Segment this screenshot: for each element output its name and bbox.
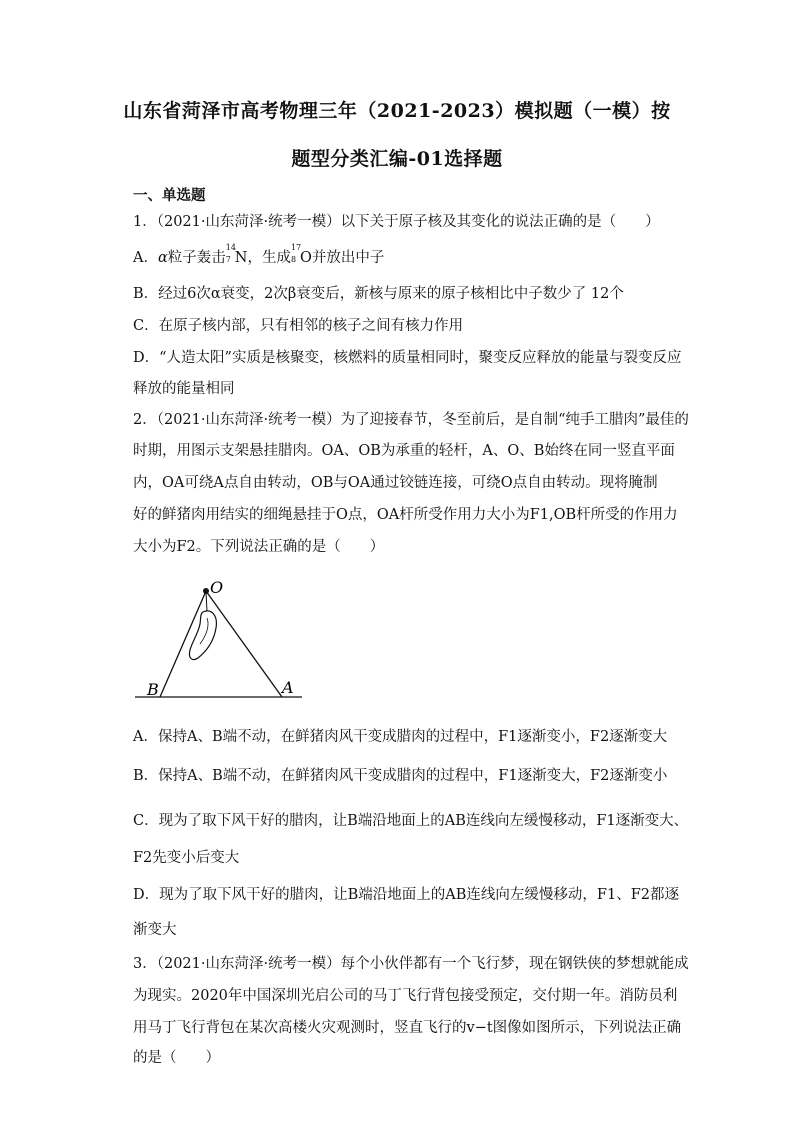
- label-o: O: [210, 578, 224, 597]
- q1-a-text: 粒子轰击: [167, 250, 226, 266]
- q2-option-c-line2: F2先变小后变大: [133, 850, 240, 866]
- document-title-line2: 题型分类汇编-01选择题: [291, 148, 503, 170]
- n-symbol: N: [234, 250, 248, 266]
- o-z: 8: [290, 255, 297, 264]
- nitrogen-isotope: [225, 243, 248, 268]
- q2-option-d-line1: D．现为了取下风干好的腊肉，让B端沿地面上的AB连线向左缓慢移动，F1、F2都逐: [133, 887, 679, 903]
- section-heading: 一、单选题: [133, 187, 206, 204]
- q1-option-d-line2: 释放的能量相同: [133, 381, 235, 397]
- label-b: B: [147, 680, 159, 699]
- q3-stem-line3: 用马丁飞行背包在某次高楼火灾观测时，竖直飞行的v−t图像如图所示，下列说法正确: [133, 1020, 682, 1036]
- q1-a-prefix: A．: [133, 250, 158, 266]
- n-z: 7: [225, 255, 231, 264]
- q2-option-b: B．保持A、B端不动，在鲜猪肉风干变成腊肉的过程中，F1逐渐变大，F2逐渐变小: [133, 768, 668, 784]
- label-a: A: [282, 678, 294, 697]
- q1-option-d-line1: D．“人造太阳”实质是核聚变，核燃料的质量相同时，聚变反应释放的能量与裂变反应: [133, 350, 682, 366]
- bracket-diagram: [130, 578, 310, 703]
- q1-option-c: C．在原子核内部，只有相邻的核子之间有核力作用: [133, 318, 464, 334]
- q2-option-a: A．保持A、B端不动，在鲜猪肉风干变成腊肉的过程中，F1逐渐变小，F2逐渐变大: [133, 729, 668, 745]
- q1-a-text3: 并放出中子: [311, 250, 385, 266]
- q1-option-a: [133, 243, 385, 268]
- q1-stem: 1．（2021·山东菏泽·统考一模）以下关于原子核及其变化的说法正确的是（ ）: [133, 214, 660, 230]
- q2-stem-line3: 内，OA可绕A点自由转动，OB与OA通过铰链连接，可绕O点自由转动。现将腌制: [133, 475, 658, 491]
- n-mass: 14: [225, 243, 236, 252]
- q3-stem-line4: 的是（ ）: [133, 1050, 220, 1066]
- q1-a-text2: ，生成: [247, 250, 291, 266]
- oxygen-isotope: [290, 243, 312, 268]
- o-symbol: O: [299, 250, 312, 266]
- q2-option-c-line1: C．现为了取下风干好的腊肉，让B端沿地面上的AB连线向左缓慢移动，F1逐渐变大、: [133, 813, 689, 829]
- q2-stem-line1: 2．（2021·山东菏泽·统考一模）为了迎接春节，冬至前后，是自制“纯手工腊肉”最佳的: [133, 412, 689, 428]
- o-mass: 17: [290, 243, 302, 252]
- document-title-line1: 山东省菏泽市高考物理三年（2021-2023）模拟题（一模）按: [123, 100, 671, 122]
- q2-stem-line4: 好的鲜猪肉用结实的细绳悬挂于O点，OA杆所受作用力大小为F1,OB杆所受的作用力: [133, 507, 678, 523]
- q2-option-d-line2: 渐变大: [133, 922, 177, 938]
- q2-stem-line2: 时期，用图示支架悬挂腊肉。OA、OB为承重的轻杆，A、O、B始终在同一竖直平面: [133, 443, 675, 459]
- hanging-string: [206, 591, 207, 612]
- alpha-symbol: α: [157, 250, 168, 266]
- q2-stem-line5: 大小为F2。下列说法正确的是（ ）: [133, 539, 385, 555]
- rod-oa: [206, 591, 282, 697]
- q3-stem-line1: 3．（2021·山东菏泽·统考一模）每个小伙伴都有一个飞行梦，现在钢铁侠的梦想就能成: [133, 956, 689, 972]
- q1-option-b: B．经过6次α衰变，2次β衰变后，新核与原来的原子核相比中子数少了 12个: [133, 286, 624, 302]
- q3-stem-line2: 为现实。2020年中国深圳光启公司的马丁飞行背包接受预定，交付期一年。消防员利: [133, 988, 678, 1004]
